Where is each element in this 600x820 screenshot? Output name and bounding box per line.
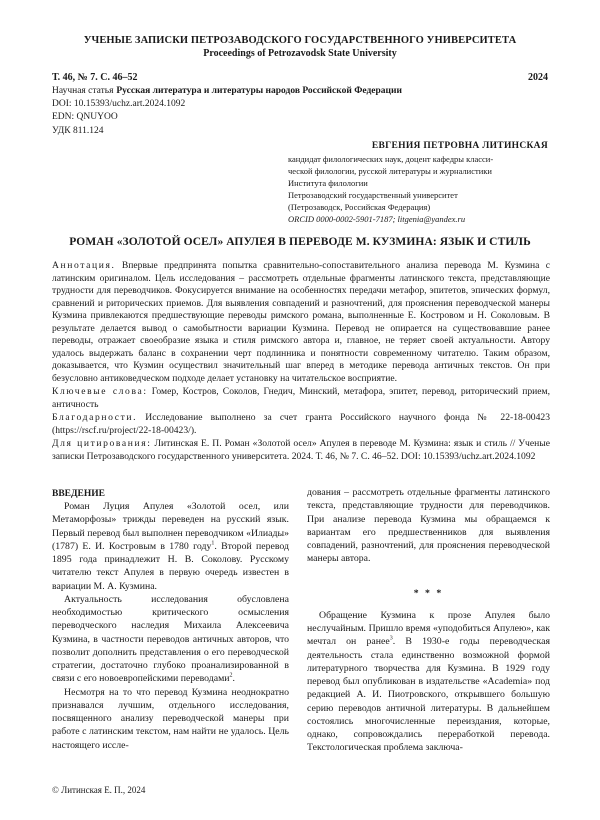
author-degree-line-3: Института филологии <box>288 178 368 188</box>
acknowledgments-text: Исследование выполнено за счет гранта Российского научного фонда № 22-18-00423 (https://rscf.ru/project/22-18-00423/). <box>52 412 550 436</box>
paragraph: Несмотря на то что перевод Кузмина неоднократно признавался лучшим, отдельного исследования, посвященного анализу переводческой манеры при работе с латинским текстом, нам найти не удалось. Цель настоящего иссле- <box>52 686 289 751</box>
journal-title-en: Proceedings of Petrozavodsk State University <box>203 48 397 59</box>
paragraph: Роман Луция Апулея «Золотой осел, или Метаморфозы» трижды переведен на русский язык. Первый перевод был выполнен переводчиком «Илиады» (1787) Е. И. Костровым в 1780 году$^1$. Второй перевод 1895 года принадлежит Н. В. Соколову. Русскому читателю текст Апулея в первую очередь известен в вариации М. А. Кузмина. <box>52 501 289 592</box>
footnote-ref[interactable]: 1 <box>211 540 215 547</box>
udk: УДК 811.124 <box>52 126 104 136</box>
author-name: ЕВГЕНИЯ ПЕТРОВНА ЛИТИНСКАЯ <box>371 141 548 151</box>
doi: DOI: 10.15393/uchz.art.2024.1092 <box>52 99 186 109</box>
year: 2024 <box>528 72 548 83</box>
acknowledgments-label: Благодарности. <box>52 412 138 423</box>
footnote-ref[interactable]: 3 <box>389 635 393 642</box>
edn: EDN: QNUYOO <box>52 112 118 122</box>
paragraph: дования – рассмотреть отдельные фрагменты латинского текста, представляющие трудности для переводчиков. При анализе перевода Кузмина мы обращаемся к вариантам его предшественников для выявления совпадений, разночтений, для прояснения переводческой манеры автора. <box>307 487 550 565</box>
section-heading-intro: ВВЕДЕНИЕ <box>52 489 105 499</box>
citation <box>52 438 550 463</box>
keywords <box>52 386 550 411</box>
author-orcid: ORCID 0000-0002-5901-7187; litgenia@yandex.ru <box>288 214 466 224</box>
article-type: Научная статья <box>52 86 114 96</box>
article-title: РОМАН «ЗОЛОТОЙ ОСЕЛ» АПУЛЕЯ В ПЕРЕВОДЕ М. КУЗМИНА: ЯЗЫК И СТИЛЬ <box>69 236 531 248</box>
acknowledgments <box>52 412 550 437</box>
footnote-ref[interactable]: 2 <box>229 672 233 679</box>
journal-title: УЧЕНЫЕ ЗАПИСКИ ПЕТРОЗАВОДСКОГО ГОСУДАРСТВЕННОГО УНИВЕРСИТЕТА <box>83 35 517 46</box>
abstract-block <box>52 260 550 463</box>
article-type-line <box>52 86 402 96</box>
paragraph: Обращение Кузмина к прозе Апулея было неслучайным. Пришло время «уподобиться Апулею», как мечтал он ранее$^3$. В 1930-е годы переводческая деятельность стала единственно возможной формой литературного творчества для Кузмина. В 1929 году перевод был опубликован в издательстве «Academia» под редакцией А. И. Пиотровского, открывшего большую серию переводов античной литературы. В дальнейшем состоялись многочисленные переиздания, которые, однако, сопровождались переработкой перевода. Текстологическая проблема заключа- <box>307 609 550 754</box>
citation-label: Для цитирования: <box>52 438 152 449</box>
author-degree-line-2: ческой филологии, русской литературы и журналистики <box>288 166 492 176</box>
author-university: Петрозаводский государственный университет <box>288 190 458 200</box>
author-degree-line-1: кандидат филологических наук, доцент кафедры класси- <box>288 154 494 164</box>
keywords-label: Ключевые слова: <box>52 386 148 397</box>
volume-info: Т. 46, № 7. С. 46–52 <box>52 72 138 83</box>
abstract <box>52 260 550 385</box>
abstract-text: Впервые предпринята попытка сравнительно-сопоставительного анализа перевода М. Кузмина с латинским оригиналом. Цель исследования – рассмотреть отдельные фрагменты латинского текста, представляющие трудности для переводчиков. Фокусируется внимание на особенностях передачи метафор, эпитетов, эпических формул, сравнений и риторических приемов. Для выявления совпадений и разночтений, для прояснения переводческой манеры Кузмина привлекаются предшествующие переводы римского романа, выполненные Е. Костровом и Н. Соколовым. В результате делается вывод о самобытности вариации Кузмина. Перевод не опирается на существовавшие ранее переводы, отражает своеобразие языка и стиля римского автора и, главное, не теряет своей актуальности. Автору удалось выдержать баланс в сохранении черт подлинника и понятности современному читателю. Таким образом, доказывается, что Кузмин осуществил значительный шаг вперед в методике перевода античных текстов. Он при безусловно антиковедческом подходе делает установку на читательское восприятие. <box>52 260 551 384</box>
section-separator: * * * <box>413 587 444 599</box>
right-column <box>307 486 550 755</box>
abstract-label: Аннотация. <box>52 260 116 271</box>
keywords-text: Гомер, Костров, Соколов, Гнедич, Минский, метафора, эпитет, перевод, риторический прием, античность <box>52 386 550 410</box>
author-affiliation <box>288 153 550 225</box>
author-location: (Петрозаводск, Российская Федерация) <box>288 202 431 212</box>
copyright: © Литинская Е. П., 2024 <box>52 785 146 795</box>
left-column <box>52 500 289 752</box>
citation-text: Литинская Е. П. Роман «Золотой осел» Апулея в переводе М. Кузмина: язык и стиль // Ученые записки Петрозаводского государственного университета. 2024. Т. 46, № 7. С. 46–52. DOI: 10.15393/uchz.art.2024.1092 <box>52 438 550 462</box>
paragraph: Актуальность исследования обусловлена необходимостью критического осмысления переводческого наследия Михаила Алексеевича Кузмина, в частности переводов античных авторов, что позволит дополнить представления о его переводческой стратегии, достаточно глубоко проанализированной в связи с его новоевропейскими переводами$^2$. <box>52 593 289 685</box>
rubric: Русская литература и литературы народов Российской Федерации <box>116 86 402 96</box>
